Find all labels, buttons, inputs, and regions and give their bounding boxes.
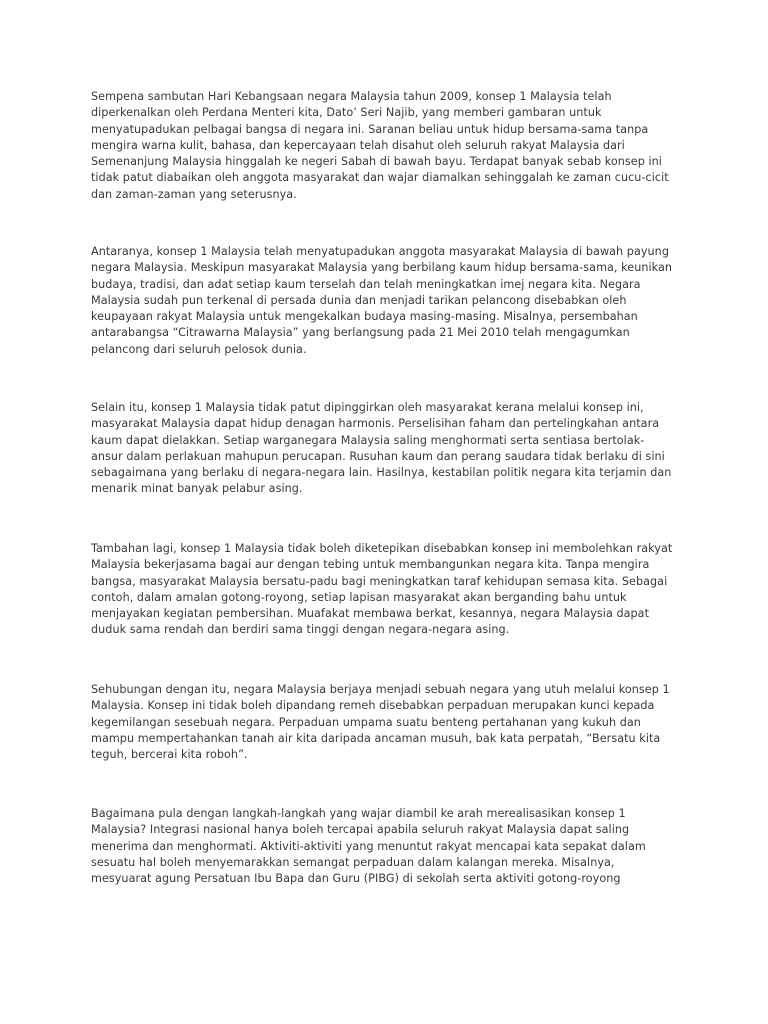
text-line: Semenanjung Malaysia hinggalah ke negeri Sabah di bawah bayu. Terdapat banyak sebab konsep ini (91, 155, 662, 169)
paragraph-1 (91, 89, 681, 203)
paragraph-2 (91, 244, 681, 358)
text-line: Bagaimana pula dengan langkah-langkah yang wajar diambil ke arah merealisasikan konsep 1 (91, 807, 626, 820)
text-line: dan zaman-zaman yang seterusnya. (91, 187, 297, 201)
text-line: mesyuarat agung Persatuan Ibu Bapa dan Guru (PIBG) di sekolah serta aktiviti gotong-royong (91, 872, 621, 886)
paragraph-3 (91, 400, 681, 498)
text-line: contoh, dalam amalan gotong-royong, setiap lapisan masyarakat akan berganding bahu untuk (91, 590, 627, 604)
text-line: antarabangsa “Citrawarna Malaysia” yang berlangsung pada 21 Mei 2010 telah mengagumkan (91, 326, 630, 340)
text-line: Sehubungan dengan itu, negara Malaysia berjaya menjadi sebuah negara yang utuh melalui konsep 1 (91, 683, 670, 696)
text-line: Malaysia sudah pun terkenal di persada dunia dan menjadi tarikan pelancong disebabkan oleh (91, 293, 627, 307)
text-line: menyatupadukan pelbagai bangsa di negara ini. Saranan beliau untuk hidup bersama-sama tanpa (91, 122, 649, 136)
text-line: Antaranya, konsep 1 Malaysia telah menyatupadukan anggota masyarakat Malaysia di bawah payung (91, 245, 669, 258)
text-line: Tambahan lagi, konsep 1 Malaysia tidak boleh diketepikan disebabkan konsep ini membolehkan rakyat (91, 542, 673, 555)
text-line: sesuatu hal boleh menyemarakkan semangat perpaduan dalam kalangan mereka. Misalnya, (91, 855, 615, 869)
paragraph-4 (91, 541, 681, 639)
text-line: Selain itu, konsep 1 Malaysia tidak patut dipinggirkan oleh masyarakat kerana melalui konsep ini, (91, 401, 644, 414)
text-line: negara Malaysia. Meskipun masyarakat Malaysia yang berbilang kaum hidup bersama-sama, keunikan (91, 261, 673, 275)
text-line: kegemilangan sesebuah negara. Perpaduan umpama suatu benteng pertahanan yang kukuh dan (91, 715, 641, 729)
text-line: menarik minat banyak pelabur asing. (91, 482, 303, 496)
text-line: ansur dalam perlakuan mahupun perucapan. Rusuhan kaum dan perang saudara tidak berlaku di sini (91, 449, 665, 463)
text-line: pelancong dari seluruh pelosok dunia. (91, 342, 307, 356)
text-line: kaum dapat dielakkan. Setiap warganegara Malaysia saling menghormati serta sentiasa bertolak- (91, 433, 645, 447)
text-line: menerima dan menghormati. Aktiviti-aktiviti yang menuntut rakyat mencapai kata sepakat dalam (91, 839, 646, 853)
text-line: masyarakat Malaysia dapat hidup denagan harmonis. Perselisihan faham dan pertelingkahan antara (91, 417, 660, 431)
text-line: duduk sama rendah dan berdiri sama tinggi dengan negara-negara asing. (91, 623, 510, 637)
text-line: sebagaimana yang berlaku di negara-negara lain. Hasilnya, kestabilan politik negara kita terjamin dan (91, 466, 672, 480)
paragraph-5 (91, 682, 681, 763)
text-line: diperkenalkan oleh Perdana Menteri kita, Dato’ Seri Najib, yang memberi gambaran untuk (91, 106, 602, 120)
text-line: mengira warna kulit, bahasa, dan kepercayaan telah disahut oleh seluruh rakyat Malaysia dari (91, 138, 625, 152)
text-line: Sempena sambutan Hari Kebangsaan negara Malaysia tahun 2009, konsep 1 Malaysia telah (91, 90, 612, 103)
text-line: Malaysia. Konsep ini tidak boleh dipandang remeh disebabkan perpaduan merupakan kunci kepada (91, 699, 655, 713)
text-line: budaya, tradisi, dan adat setiap kaum terselah dan telah meningkatkan imej negara kita. Negara (91, 277, 641, 291)
text-line: tidak patut diabaikan oleh anggota masyarakat dan wajar diamalkan sehinggalah ke zaman cucu-cicit (91, 171, 669, 185)
text-line: teguh, bercerai kita roboh”. (91, 748, 248, 762)
text-line: bangsa, masyarakat Malaysia bersatu-padu bagi meningkatkan taraf kehidupan semasa kita. Sebagai (91, 574, 668, 588)
text-line: mampu mempertahankan tanah air kita daripada ancaman musuh, bak kata perpatah, “Bersatu kita (91, 731, 661, 745)
text-line: Malaysia? Integrasi nasional hanya boleh tercapai apabila seluruh rakyat Malaysia dapat saling (91, 823, 630, 837)
text-line: Malaysia bekerjasama bagai aur dengan tebing untuk membangunkan negara kita. Tanpa mengira (91, 558, 650, 572)
text-line: keupayaan rakyat Malaysia untuk mengekalkan budaya masing-masing. Misalnya, persembahan (91, 310, 638, 324)
text-line: menjayakan kegiatan pembersihan. Muafakat membawa berkat, kesannya, negara Malaysia dapat (91, 607, 650, 621)
paragraph-6 (91, 806, 681, 887)
